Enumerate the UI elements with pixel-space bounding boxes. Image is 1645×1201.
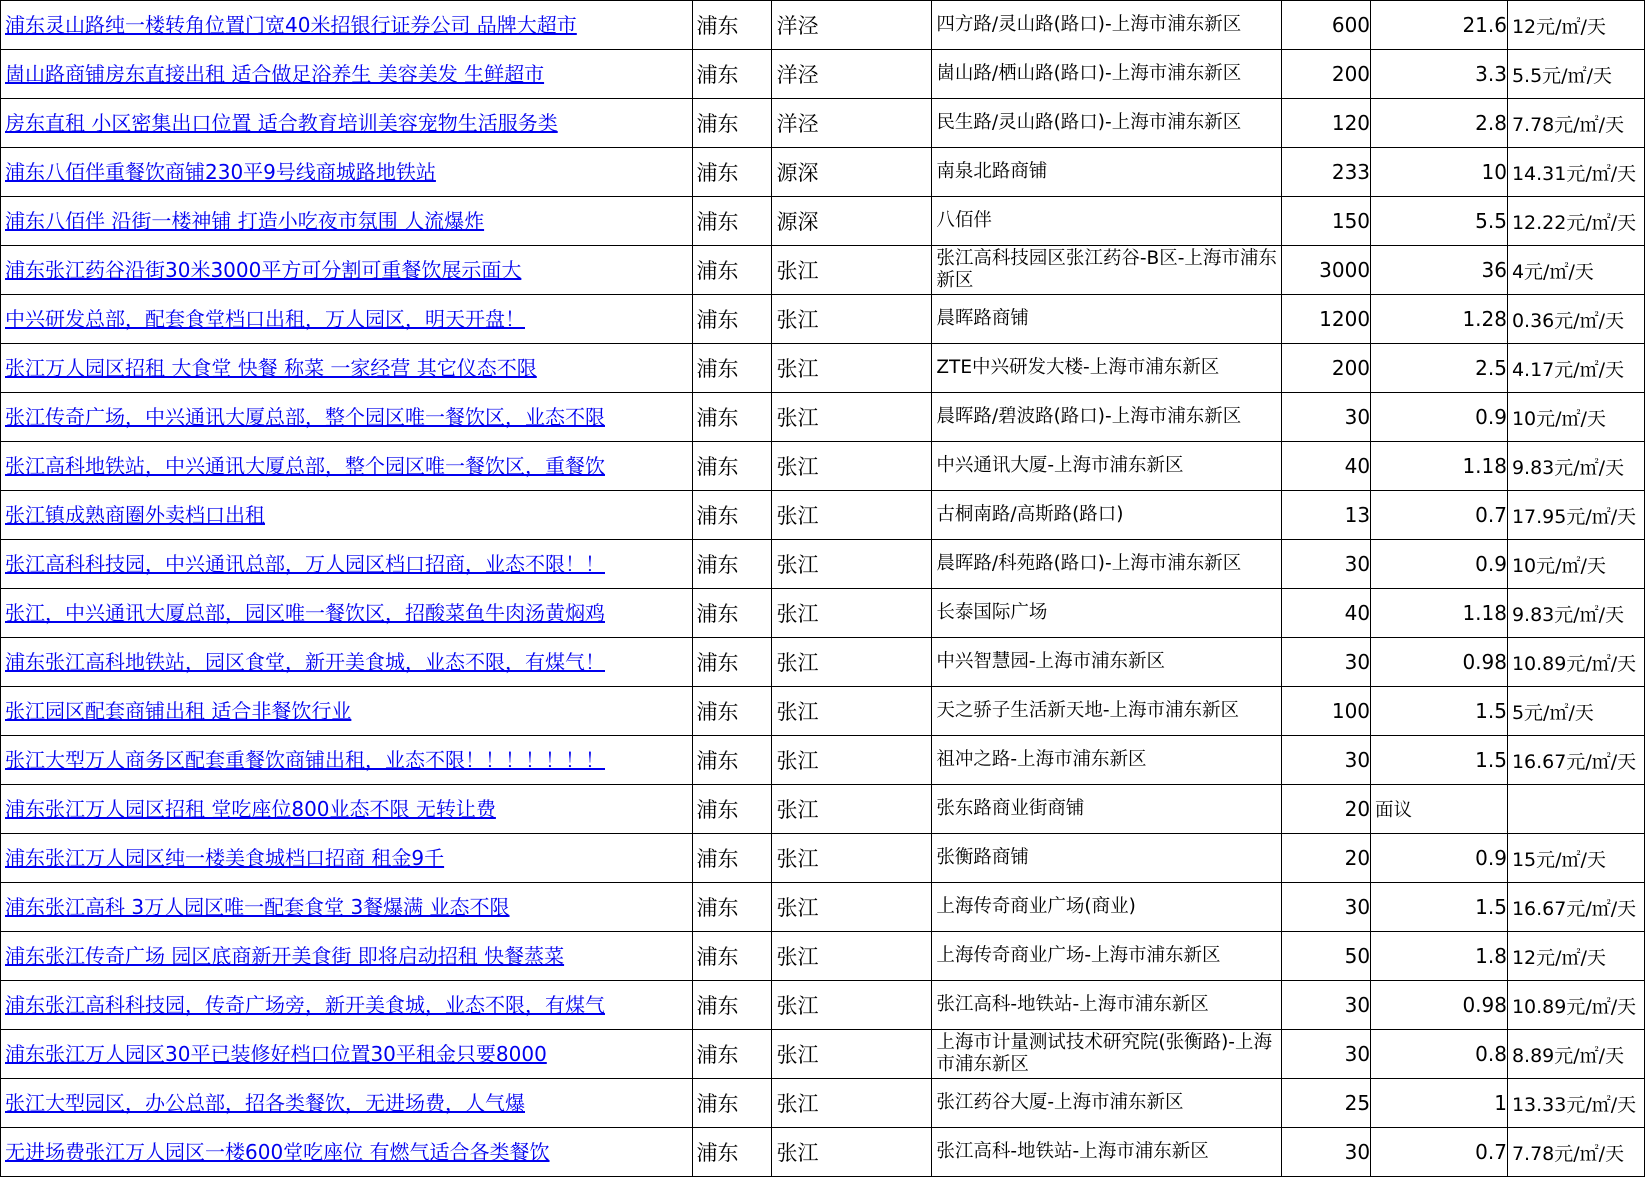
table-row bbox=[1, 540, 1645, 589]
district-cell: 浦东 bbox=[692, 442, 772, 491]
listing-title-link[interactable]: 张江大型园区，办公总部，招各类餐饮，无进场费，人气爆 bbox=[5, 1090, 525, 1115]
size-cell: 3000 bbox=[1282, 246, 1371, 295]
rent-cell: 1.28 bbox=[1371, 295, 1508, 344]
district-cell: 浦东 bbox=[692, 785, 772, 834]
address-cell: 天之骄子生活新天地-上海市浦东新区 bbox=[932, 687, 1282, 736]
address-cell: 张江药谷大厦-上海市浦东新区 bbox=[932, 1079, 1282, 1128]
listing-title-link[interactable]: 浦东张江高科科技园，传奇广场旁，新开美食城，业态不限，有煤气 bbox=[5, 992, 605, 1017]
listing-title-link[interactable]: 浦东八佰伴重餐饮商铺230平9号线商城路地铁站 bbox=[5, 159, 436, 184]
rent-cell: 0.7 bbox=[1371, 1128, 1508, 1177]
rent-cell: 0.7 bbox=[1371, 491, 1508, 540]
size-cell: 233 bbox=[1282, 148, 1371, 197]
title-cell bbox=[1, 540, 693, 589]
address-cell: 中兴智慧园-上海市浦东新区 bbox=[932, 638, 1282, 687]
size-cell: 1200 bbox=[1282, 295, 1371, 344]
unit-price-cell: 13.33元/㎡/天 bbox=[1507, 1079, 1644, 1128]
area-cell: 张江 bbox=[772, 687, 932, 736]
rent-cell: 1.5 bbox=[1371, 736, 1508, 785]
unit-price-cell: 0.36元/㎡/天 bbox=[1507, 295, 1644, 344]
size-cell: 120 bbox=[1282, 99, 1371, 148]
title-cell bbox=[1, 981, 693, 1030]
title-cell bbox=[1, 1128, 693, 1177]
size-cell: 13 bbox=[1282, 491, 1371, 540]
district-cell: 浦东 bbox=[692, 638, 772, 687]
size-cell: 40 bbox=[1282, 589, 1371, 638]
table-row bbox=[1, 197, 1645, 246]
size-cell: 20 bbox=[1282, 785, 1371, 834]
listing-title-link[interactable]: 张江高科科技园，中兴通讯总部，万人园区档口招商，业态不限！！ bbox=[5, 551, 605, 576]
listing-title-link[interactable]: 浦东张江高科地铁站，园区食堂，新开美食城，业态不限，有煤气！ bbox=[5, 649, 605, 674]
address-cell: 崮山路/栖山路(路口)-上海市浦东新区 bbox=[932, 50, 1282, 99]
table-row bbox=[1, 246, 1645, 295]
district-cell: 浦东 bbox=[692, 589, 772, 638]
district-cell: 浦东 bbox=[692, 344, 772, 393]
size-cell: 30 bbox=[1282, 393, 1371, 442]
rent-cell: 面议 bbox=[1371, 785, 1508, 834]
size-cell: 30 bbox=[1282, 540, 1371, 589]
listing-title-link[interactable]: 浦东灵山路纯一楼转角位置门宽40米招银行证券公司 品牌大超市 bbox=[5, 12, 577, 37]
rent-cell: 10 bbox=[1371, 148, 1508, 197]
unit-price-cell: 7.78元/㎡/天 bbox=[1507, 99, 1644, 148]
address-cell: 晨晖路/碧波路(路口)-上海市浦东新区 bbox=[932, 393, 1282, 442]
rent-cell: 1.18 bbox=[1371, 442, 1508, 491]
area-cell: 张江 bbox=[772, 344, 932, 393]
size-cell: 30 bbox=[1282, 638, 1371, 687]
area-cell: 源深 bbox=[772, 148, 932, 197]
unit-price-cell: 9.83元/㎡/天 bbox=[1507, 442, 1644, 491]
title-cell bbox=[1, 197, 693, 246]
district-cell: 浦东 bbox=[692, 1, 772, 50]
title-cell bbox=[1, 932, 693, 981]
rent-cell: 36 bbox=[1371, 246, 1508, 295]
title-cell bbox=[1, 1, 693, 50]
rent-cell: 3.3 bbox=[1371, 50, 1508, 99]
area-cell: 张江 bbox=[772, 442, 932, 491]
title-cell bbox=[1, 99, 693, 148]
table-row bbox=[1, 1128, 1645, 1177]
unit-price-cell: 5元/㎡/天 bbox=[1507, 687, 1644, 736]
table-row bbox=[1, 442, 1645, 491]
rent-cell: 0.9 bbox=[1371, 540, 1508, 589]
rent-cell: 0.9 bbox=[1371, 834, 1508, 883]
area-cell: 张江 bbox=[772, 932, 932, 981]
size-cell: 25 bbox=[1282, 1079, 1371, 1128]
title-cell bbox=[1, 589, 693, 638]
listing-title-link[interactable]: 浦东张江万人园区纯一楼美食城档口招商 租金9千 bbox=[5, 845, 445, 870]
address-cell: 张衡路商铺 bbox=[932, 834, 1282, 883]
rent-cell: 1.8 bbox=[1371, 932, 1508, 981]
unit-price-cell: 5.5元/㎡/天 bbox=[1507, 50, 1644, 99]
size-cell: 30 bbox=[1282, 981, 1371, 1030]
rent-cell: 1.5 bbox=[1371, 687, 1508, 736]
unit-price-cell: 16.67元/㎡/天 bbox=[1507, 883, 1644, 932]
listing-title-link[interactable]: 浦东张江万人园区30平已装修好档口位置30平租金只要8000 bbox=[5, 1041, 547, 1066]
size-cell: 200 bbox=[1282, 50, 1371, 99]
address-cell: ZTE中兴研发大楼-上海市浦东新区 bbox=[932, 344, 1282, 393]
district-cell: 浦东 bbox=[692, 834, 772, 883]
unit-price-cell: 12元/㎡/天 bbox=[1507, 1, 1644, 50]
address-cell: 四方路/灵山路(路口)-上海市浦东新区 bbox=[932, 1, 1282, 50]
title-cell bbox=[1, 50, 693, 99]
unit-price-cell: 17.95元/㎡/天 bbox=[1507, 491, 1644, 540]
listing-title-link[interactable]: 浦东张江传奇广场 园区底商新开美食街 即将启动招租 快餐蒸菜 bbox=[5, 943, 565, 968]
unit-price-cell: 12元/㎡/天 bbox=[1507, 932, 1644, 981]
rent-cell: 2.5 bbox=[1371, 344, 1508, 393]
rent-cell: 1.5 bbox=[1371, 883, 1508, 932]
listing-title-link[interactable]: 张江传奇广场，中兴通讯大厦总部，整个园区唯一餐饮区，业态不限 bbox=[5, 404, 605, 429]
size-cell: 30 bbox=[1282, 1128, 1371, 1177]
table-row bbox=[1, 1030, 1645, 1079]
district-cell: 浦东 bbox=[692, 295, 772, 344]
address-cell: 南泉北路商铺 bbox=[932, 148, 1282, 197]
unit-price-cell: 9.83元/㎡/天 bbox=[1507, 589, 1644, 638]
district-cell: 浦东 bbox=[692, 1030, 772, 1079]
listing-title-link[interactable]: 张江园区配套商铺出租 适合非餐饮行业 bbox=[5, 698, 352, 723]
unit-price-cell: 12.22元/㎡/天 bbox=[1507, 197, 1644, 246]
title-cell bbox=[1, 1079, 693, 1128]
address-cell: 张江高科-地铁站-上海市浦东新区 bbox=[932, 1128, 1282, 1177]
address-cell: 八佰伴 bbox=[932, 197, 1282, 246]
listing-title-link[interactable]: 浦东张江高科 3万人园区唯一配套食堂 3餐爆满 业态不限 bbox=[5, 894, 510, 919]
table-row bbox=[1, 785, 1645, 834]
rent-cell: 5.5 bbox=[1371, 197, 1508, 246]
address-cell: 祖冲之路-上海市浦东新区 bbox=[932, 736, 1282, 785]
size-cell: 30 bbox=[1282, 736, 1371, 785]
district-cell: 浦东 bbox=[692, 50, 772, 99]
area-cell: 张江 bbox=[772, 1030, 932, 1079]
area-cell: 张江 bbox=[772, 393, 932, 442]
district-cell: 浦东 bbox=[692, 491, 772, 540]
title-cell bbox=[1, 834, 693, 883]
listing-title-link[interactable]: 张江高科地铁站，中兴通讯大厦总部，整个园区唯一餐饮区，重餐饮 bbox=[5, 453, 605, 478]
address-cell: 上海市计量测试技术研究院(张衡路)-上海市浦东新区 bbox=[932, 1030, 1282, 1079]
area-cell: 源深 bbox=[772, 197, 932, 246]
district-cell: 浦东 bbox=[692, 883, 772, 932]
unit-price-cell: 10元/㎡/天 bbox=[1507, 540, 1644, 589]
table-row bbox=[1, 393, 1645, 442]
district-cell: 浦东 bbox=[692, 687, 772, 736]
listing-title-link[interactable]: 浦东张江万人园区招租 堂吃座位800业态不限 无转让费 bbox=[5, 796, 496, 821]
district-cell: 浦东 bbox=[692, 246, 772, 295]
address-cell: 晨晖路/科苑路(路口)-上海市浦东新区 bbox=[932, 540, 1282, 589]
title-cell bbox=[1, 491, 693, 540]
address-cell: 长泰国际广场 bbox=[932, 589, 1282, 638]
size-cell: 20 bbox=[1282, 834, 1371, 883]
area-cell: 张江 bbox=[772, 1128, 932, 1177]
size-cell: 30 bbox=[1282, 883, 1371, 932]
area-cell: 洋泾 bbox=[772, 50, 932, 99]
unit-price-cell: 4元/㎡/天 bbox=[1507, 246, 1644, 295]
table-row bbox=[1, 344, 1645, 393]
listing-title-link[interactable]: 浦东八佰伴 沿街一楼神铺 打造小吃夜市氛围 人流爆炸 bbox=[5, 208, 485, 233]
listing-title-link[interactable]: 中兴研发总部，配套食堂档口出租，万人园区，明天开盘！ bbox=[5, 306, 525, 331]
rent-cell: 0.98 bbox=[1371, 981, 1508, 1030]
rent-cell: 1 bbox=[1371, 1079, 1508, 1128]
table-row bbox=[1, 883, 1645, 932]
area-cell: 张江 bbox=[772, 785, 932, 834]
title-cell bbox=[1, 687, 693, 736]
size-cell: 40 bbox=[1282, 442, 1371, 491]
title-cell bbox=[1, 736, 693, 785]
listing-title-link[interactable]: 房东直租 小区密集出口位置 适合教育培训美容宠物生活服务类 bbox=[5, 110, 558, 135]
area-cell: 张江 bbox=[772, 246, 932, 295]
rent-cell: 0.9 bbox=[1371, 393, 1508, 442]
address-cell: 中兴通讯大厦-上海市浦东新区 bbox=[932, 442, 1282, 491]
table-row bbox=[1, 491, 1645, 540]
area-cell: 张江 bbox=[772, 589, 932, 638]
area-cell: 张江 bbox=[772, 540, 932, 589]
unit-price-cell: 14.31元/㎡/天 bbox=[1507, 148, 1644, 197]
district-cell: 浦东 bbox=[692, 393, 772, 442]
listing-title-link[interactable]: 崮山路商铺房东直接出租 适合做足浴养生 美容美发 生鲜超市 bbox=[5, 61, 545, 86]
title-cell bbox=[1, 442, 693, 491]
district-cell: 浦东 bbox=[692, 932, 772, 981]
address-cell: 张江高科技园区张江药谷-B区-上海市浦东新区 bbox=[932, 246, 1282, 295]
address-cell: 民生路/灵山路(路口)-上海市浦东新区 bbox=[932, 99, 1282, 148]
address-cell: 上海传奇商业广场-上海市浦东新区 bbox=[932, 932, 1282, 981]
district-cell: 浦东 bbox=[692, 99, 772, 148]
table-row bbox=[1, 981, 1645, 1030]
listing-title-link[interactable]: 浦东张江药谷沿街30米3000平方可分割可重餐饮展示面大 bbox=[5, 257, 522, 282]
table-row bbox=[1, 736, 1645, 785]
size-cell: 30 bbox=[1282, 1030, 1371, 1079]
title-cell bbox=[1, 246, 693, 295]
listing-title-link[interactable]: 张江，中兴通讯大厦总部，园区唯一餐饮区，招酸菜鱼牛肉汤黄焖鸡 bbox=[5, 600, 605, 625]
area-cell: 张江 bbox=[772, 1079, 932, 1128]
unit-price-cell: 10.89元/㎡/天 bbox=[1507, 638, 1644, 687]
unit-price-cell: 16.67元/㎡/天 bbox=[1507, 736, 1644, 785]
unit-price-cell: 4.17元/㎡/天 bbox=[1507, 344, 1644, 393]
table-row bbox=[1, 687, 1645, 736]
address-cell: 张东路商业街商铺 bbox=[932, 785, 1282, 834]
size-cell: 150 bbox=[1282, 197, 1371, 246]
table-row bbox=[1, 99, 1645, 148]
area-cell: 张江 bbox=[772, 491, 932, 540]
table-row bbox=[1, 1079, 1645, 1128]
unit-price-cell bbox=[1507, 785, 1644, 834]
unit-price-cell: 15元/㎡/天 bbox=[1507, 834, 1644, 883]
unit-price-cell: 8.89元/㎡/天 bbox=[1507, 1030, 1644, 1079]
rent-cell: 0.98 bbox=[1371, 638, 1508, 687]
area-cell: 张江 bbox=[772, 834, 932, 883]
title-cell bbox=[1, 638, 693, 687]
rent-cell: 1.18 bbox=[1371, 589, 1508, 638]
size-cell: 50 bbox=[1282, 932, 1371, 981]
area-cell: 张江 bbox=[772, 736, 932, 785]
unit-price-cell: 7.78元/㎡/天 bbox=[1507, 1128, 1644, 1177]
unit-price-cell: 10元/㎡/天 bbox=[1507, 393, 1644, 442]
listing-title-link[interactable]: 张江万人园区招租 大食堂 快餐 称菜 一家经营 其它仪态不限 bbox=[5, 355, 537, 380]
table-row bbox=[1, 50, 1645, 99]
district-cell: 浦东 bbox=[692, 981, 772, 1030]
listing-rows bbox=[1, 1, 1645, 1177]
title-cell bbox=[1, 785, 693, 834]
table-row bbox=[1, 589, 1645, 638]
title-cell bbox=[1, 1030, 693, 1079]
size-cell: 600 bbox=[1282, 1, 1371, 50]
area-cell: 洋泾 bbox=[772, 1, 932, 50]
title-cell bbox=[1, 393, 693, 442]
district-cell: 浦东 bbox=[692, 197, 772, 246]
area-cell: 张江 bbox=[772, 638, 932, 687]
district-cell: 浦东 bbox=[692, 540, 772, 589]
district-cell: 浦东 bbox=[692, 1079, 772, 1128]
address-cell: 晨晖路商铺 bbox=[932, 295, 1282, 344]
district-cell: 浦东 bbox=[692, 736, 772, 785]
unit-price-cell: 10.89元/㎡/天 bbox=[1507, 981, 1644, 1030]
table-row bbox=[1, 834, 1645, 883]
address-cell: 上海传奇商业广场(商业) bbox=[932, 883, 1282, 932]
district-cell: 浦东 bbox=[692, 148, 772, 197]
district-cell: 浦东 bbox=[692, 1128, 772, 1177]
title-cell bbox=[1, 883, 693, 932]
area-cell: 张江 bbox=[772, 883, 932, 932]
address-cell: 张江高科-地铁站-上海市浦东新区 bbox=[932, 981, 1282, 1030]
title-cell bbox=[1, 148, 693, 197]
rent-cell: 21.6 bbox=[1371, 1, 1508, 50]
table-row bbox=[1, 295, 1645, 344]
area-cell: 张江 bbox=[772, 981, 932, 1030]
address-cell: 古桐南路/高斯路(路口) bbox=[932, 491, 1282, 540]
size-cell: 100 bbox=[1282, 687, 1371, 736]
size-cell: 200 bbox=[1282, 344, 1371, 393]
rent-cell: 0.8 bbox=[1371, 1030, 1508, 1079]
title-cell bbox=[1, 344, 693, 393]
rent-cell: 2.8 bbox=[1371, 99, 1508, 148]
table-row bbox=[1, 932, 1645, 981]
area-cell: 洋泾 bbox=[772, 99, 932, 148]
table-row bbox=[1, 1, 1645, 50]
table-row bbox=[1, 638, 1645, 687]
table-row bbox=[1, 148, 1645, 197]
listing-title-link[interactable]: 张江镇成熟商圈外卖档口出租 bbox=[5, 502, 265, 527]
title-cell bbox=[1, 295, 693, 344]
listing-title-link[interactable]: 张江大型万人商务区配套重餐饮商铺出租，业态不限！！！！！！！ bbox=[5, 747, 605, 772]
listing-title-link[interactable]: 无进场费张江万人园区一楼600堂吃座位 有燃气适合各类餐饮 bbox=[5, 1139, 550, 1164]
area-cell: 张江 bbox=[772, 295, 932, 344]
